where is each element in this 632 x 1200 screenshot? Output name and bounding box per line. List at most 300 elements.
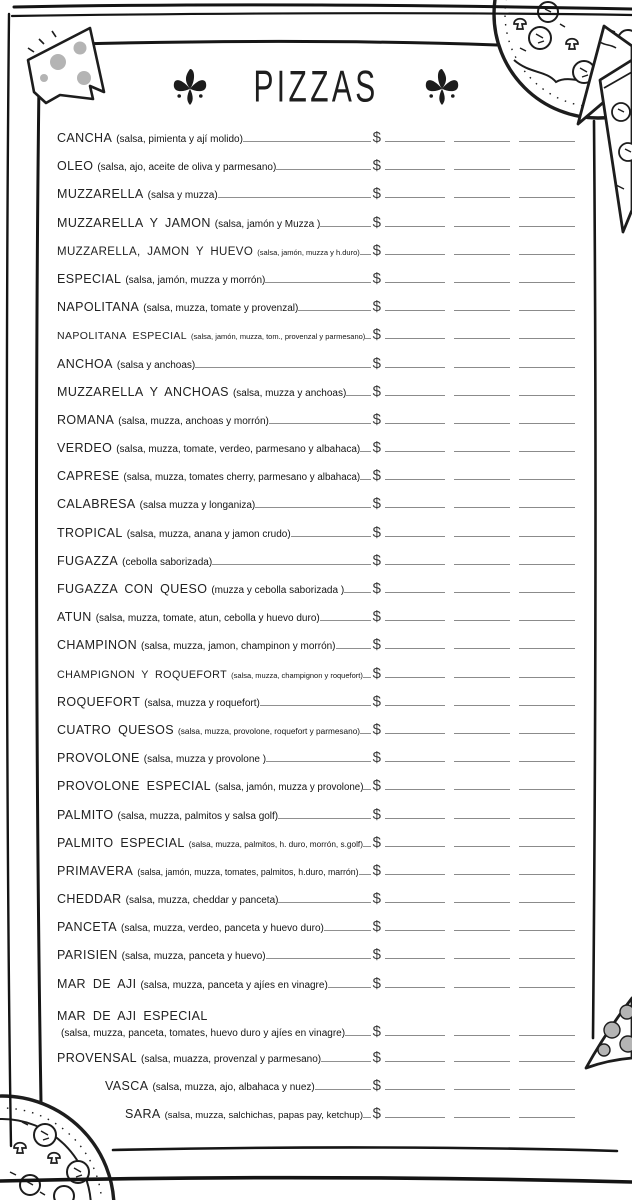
price-blank-3 [519, 252, 575, 255]
menu-item-row [57, 1077, 575, 1105]
menu-item-row [57, 524, 575, 552]
price-columns [371, 946, 575, 963]
item-name: CANCHA [57, 131, 113, 145]
menu-item-row [57, 890, 575, 918]
price-blank-3 [519, 195, 575, 198]
menu-item-left [57, 975, 371, 993]
item-ingredients: (salsa, muzza, verdeo, panceta y huevo duro) [120, 923, 324, 935]
price-columns [371, 439, 575, 456]
menu-item-row [57, 1049, 575, 1077]
menu-item-left [57, 777, 371, 795]
item-ingredients: (salsa, muzza, anana y jamon crudo) [126, 528, 291, 540]
currency-symbol: $ [372, 861, 381, 879]
price-blank-1 [385, 308, 445, 311]
price-blank-1 [385, 139, 445, 142]
price-blank-3 [519, 731, 575, 734]
currency-symbol: $ [372, 749, 381, 767]
item-ingredients: (salsa, muzza, anchoas y morrón) [118, 415, 269, 427]
currency-symbol: $ [372, 636, 381, 654]
price-blank-2 [454, 562, 510, 565]
item-name: CAPRESE [57, 469, 120, 484]
currency-symbol: $ [372, 467, 381, 485]
price-columns [371, 721, 575, 738]
price-leader-line [328, 985, 371, 988]
price-blank-3 [519, 421, 575, 424]
price-blank-2 [454, 985, 510, 988]
menu-item-left [57, 214, 371, 232]
price-columns [371, 975, 575, 992]
menu-item-left [57, 862, 371, 880]
menu-item-row [57, 665, 575, 693]
price-columns [371, 326, 575, 343]
price-columns [371, 242, 575, 259]
item-ingredients: (salsa, muzza, tomate y provenzal) [143, 303, 299, 315]
menu-item-row [57, 1105, 575, 1133]
price-columns [371, 862, 575, 879]
price-blank-3 [519, 1033, 575, 1036]
price-blank-2 [454, 618, 510, 621]
price-blank-3 [519, 928, 575, 931]
menu-item-row [57, 411, 575, 439]
menu-item-left [57, 185, 371, 203]
price-blank-3 [519, 280, 575, 283]
price-blank-3 [519, 224, 575, 227]
item-ingredients: (salsa, muzza, jamon, champinon y morrón) [141, 641, 336, 653]
menu-item-left [57, 439, 371, 457]
menu-item-row [57, 185, 575, 213]
item-ingredients: (salsa, jamón, muzza, tom., provenzal y parmesano) [191, 332, 366, 342]
item-name: PROVOLONE ESPECIAL [57, 779, 211, 794]
price-blank-1 [385, 703, 445, 706]
currency-symbol: $ [372, 1077, 381, 1094]
price-blank-2 [454, 252, 510, 255]
currency-symbol: $ [372, 354, 381, 372]
price-blank-1 [385, 449, 445, 452]
currency-symbol: $ [372, 1105, 381, 1123]
price-leader-line [243, 139, 371, 142]
price-blank-2 [454, 224, 510, 227]
price-columns [371, 411, 575, 428]
price-columns [371, 495, 575, 512]
price-columns [371, 270, 575, 287]
price-blank-1 [385, 844, 445, 847]
price-blank-1 [385, 505, 445, 508]
menu-item-left [105, 1077, 371, 1095]
price-blank-1 [385, 590, 445, 593]
item-name: OLEO [57, 159, 94, 174]
menu-item-left [57, 383, 371, 401]
item-ingredients: (salsa, jamón, muzza, tomates, palmitos, h.duro, marrón) [137, 866, 359, 877]
page-title: PIZZAS [253, 61, 379, 112]
menu-item-left [57, 890, 371, 908]
menu-item-left [57, 636, 371, 654]
price-blank-1 [385, 252, 445, 255]
price-blank-3 [519, 703, 575, 706]
price-columns [371, 608, 575, 625]
currency-symbol: $ [372, 551, 381, 569]
price-blank-2 [454, 703, 510, 706]
price-columns [371, 298, 575, 315]
price-blank-1 [385, 956, 445, 959]
item-name: FUGAZZA [57, 553, 119, 568]
menu-item-left [57, 665, 371, 683]
price-columns [371, 636, 575, 653]
item-name: MUZZARELLA [57, 187, 144, 202]
item-name: NAPOLITANA ESPECIAL [57, 330, 188, 343]
price-blank-1 [385, 618, 445, 621]
price-blank-2 [454, 280, 510, 283]
menu-item-row [57, 242, 575, 270]
item-name: SARA [125, 1107, 161, 1122]
price-blank-3 [519, 646, 575, 649]
price-columns [371, 806, 575, 823]
menu-item-left [57, 608, 371, 626]
price-leader-line [344, 590, 371, 593]
price-blank-1 [385, 1115, 445, 1118]
price-blank-3 [519, 844, 575, 847]
menu-item-row [57, 918, 575, 946]
price-blank-1 [385, 928, 445, 931]
price-columns [371, 749, 575, 766]
pizza-menu-list [57, 129, 575, 1133]
item-ingredients: (salsa, jamón, muzza y morrón) [125, 274, 266, 286]
item-ingredients: (salsa, muzza, palmitos, h. duro, morrón, s.golf) [188, 839, 363, 849]
item-ingredients: (salsa, muzza y anchoas) [232, 387, 347, 399]
price-blank-2 [454, 505, 510, 508]
price-columns [371, 214, 575, 231]
item-name: TROPICAL [57, 525, 123, 540]
price-blank-3 [519, 985, 575, 988]
price-leader-line [363, 787, 370, 790]
currency-symbol: $ [372, 608, 381, 626]
currency-symbol: $ [372, 1022, 381, 1040]
price-leader-line [320, 224, 370, 227]
price-columns [371, 890, 575, 907]
menu-item-row [57, 214, 575, 242]
price-blank-3 [519, 449, 575, 452]
menu-item-left [57, 467, 371, 485]
item-name: NAPOLITANA [57, 300, 140, 315]
price-blank-1 [385, 393, 445, 396]
price-leader-line [336, 646, 371, 649]
price-blank-2 [454, 393, 510, 396]
item-name: ROMANA [57, 412, 115, 427]
fleuron-right-icon [424, 65, 460, 109]
price-leader-line [363, 1115, 371, 1118]
menu-item-row [57, 467, 575, 495]
menu-item-row [57, 862, 575, 890]
price-columns [371, 355, 575, 372]
price-blank-3 [519, 956, 575, 959]
menu-item-left [57, 411, 371, 429]
price-blank-3 [519, 505, 575, 508]
price-leader-line [269, 421, 371, 424]
price-leader-line [276, 167, 370, 170]
price-blank-1 [385, 562, 445, 565]
menu-item-row [57, 636, 575, 664]
currency-symbol: $ [372, 805, 381, 823]
price-blank-1 [385, 477, 445, 480]
price-blank-3 [519, 139, 575, 142]
menu-item-row [57, 946, 575, 974]
price-columns [371, 918, 575, 935]
menu-item-row [57, 439, 575, 467]
price-blank-2 [454, 449, 510, 452]
currency-symbol: $ [372, 974, 381, 992]
menu-item-row [57, 298, 575, 326]
price-leader-line [265, 280, 370, 283]
menu-item-left [57, 806, 371, 824]
menu-item-row [57, 608, 575, 636]
item-name: CALABRESA [57, 497, 136, 512]
price-blank-2 [454, 844, 510, 847]
price-blank-1 [385, 280, 445, 283]
price-blank-2 [454, 365, 510, 368]
menu-item-left [57, 129, 371, 147]
item-ingredients: (salsa, muzza, panceta y huevo) [121, 951, 266, 963]
item-name: PALMITO ESPECIAL [57, 835, 185, 850]
price-blank-2 [454, 872, 510, 875]
item-ingredients: (salsa, muzza, cheddar y panceta) [125, 895, 279, 907]
price-blank-2 [454, 1115, 510, 1118]
price-blank-2 [454, 900, 510, 903]
price-blank-2 [454, 956, 510, 959]
menu-item-row [57, 777, 575, 805]
price-blank-2 [454, 195, 510, 198]
menu-item-row [57, 834, 575, 862]
item-ingredients: (salsa, muazza, provenzal y parmesano) [141, 1053, 322, 1065]
price-blank-1 [385, 167, 445, 170]
menu-item-left [125, 1105, 371, 1123]
item-ingredients: (salsa, muzza, champignon y roquefort) [231, 670, 363, 680]
currency-symbol: $ [372, 495, 381, 513]
price-leader-line [278, 816, 371, 819]
price-blank-3 [519, 1115, 575, 1118]
price-blank-1 [385, 646, 445, 649]
price-blank-1 [385, 1059, 445, 1062]
item-ingredients: (salsa y anchoas) [116, 359, 196, 371]
price-leader-line [212, 562, 370, 565]
item-name: CHEDDAR [57, 892, 122, 907]
price-blank-1 [385, 900, 445, 903]
price-blank-3 [519, 393, 575, 396]
price-leader-line [298, 308, 370, 311]
item-name: ATUN [57, 610, 92, 625]
item-name: MAR DE AJI ESPECIAL [57, 1008, 208, 1023]
price-blank-2 [454, 308, 510, 311]
currency-symbol: $ [372, 692, 381, 710]
item-ingredients: (salsa, muzza, salchichas, papas pay, ketchup) [164, 1110, 364, 1122]
price-blank-1 [385, 224, 445, 227]
menu-item-row [57, 552, 575, 580]
price-leader-line [218, 195, 371, 198]
currency-symbol: $ [372, 833, 381, 851]
item-name: CUATRO QUESOS [57, 722, 175, 737]
currency-symbol: $ [372, 129, 381, 146]
price-blank-2 [454, 139, 510, 142]
item-ingredients: (salsa muzza y longaniza) [139, 500, 256, 512]
item-ingredients: (salsa, muzza, tomate, verdeo, parmesano y albahaca) [116, 444, 361, 456]
menu-item-left [57, 270, 371, 288]
currency-symbol: $ [372, 523, 381, 541]
price-blank-2 [454, 167, 510, 170]
menu-item-left [57, 157, 371, 175]
currency-symbol: $ [372, 213, 381, 231]
menu-item-left [57, 355, 371, 373]
price-leader-line [266, 956, 371, 959]
price-columns [371, 693, 575, 710]
currency-symbol: $ [372, 382, 381, 400]
item-name: PRIMAVERA [57, 863, 134, 878]
currency-symbol: $ [372, 720, 381, 738]
price-columns [371, 1049, 575, 1066]
item-ingredients: (salsa, muzza, panceta, tomates, huevo duro y ajíes en vinagre) [61, 1027, 346, 1039]
menu-item-row [57, 157, 575, 185]
menu-item-row [57, 721, 575, 749]
menu-item-row-two-line [57, 1003, 575, 1049]
item-name: FUGAZZA CON QUESO [57, 582, 208, 596]
price-blank-3 [519, 618, 575, 621]
menu-item-row [57, 355, 575, 383]
price-blank-2 [454, 534, 510, 537]
fleuron-left-icon [172, 65, 208, 109]
item-ingredients: (salsa, jamón, muzza y provolone) [215, 782, 364, 794]
cheese-wedge-bottom-right-icon [586, 998, 632, 1068]
price-leader-line [324, 928, 371, 931]
price-leader-line [360, 731, 371, 734]
menu-item-left [57, 242, 371, 260]
price-columns [371, 665, 575, 682]
price-leader-line [315, 1087, 371, 1090]
item-ingredients: (salsa, muzza, panceta y ajíes en vinagre) [140, 979, 328, 991]
item-ingredients: (salsa, muzza, palmitos y salsa golf) [117, 810, 279, 822]
menu-item-row [57, 495, 575, 523]
price-leader-line [345, 1033, 371, 1036]
price-columns [371, 467, 575, 484]
price-columns [371, 1105, 575, 1122]
menu-item-left [57, 524, 371, 542]
price-blank-3 [519, 872, 575, 875]
item-ingredients: (salsa, muzza y provolone ) [143, 754, 267, 766]
menu-item-row [57, 975, 575, 1003]
price-blank-3 [519, 167, 575, 170]
menu-item-row [57, 580, 575, 608]
price-blank-1 [385, 985, 445, 988]
price-blank-2 [454, 1087, 510, 1090]
item-name: MUZZARELLA, JAMON Y HUEVO [57, 245, 254, 258]
price-leader-line [321, 1059, 371, 1062]
currency-symbol: $ [372, 580, 381, 597]
price-blank-1 [385, 421, 445, 424]
menu-item-left [57, 552, 371, 570]
menu-item-left [57, 749, 371, 767]
price-blank-2 [454, 1033, 510, 1036]
price-columns [371, 129, 575, 146]
menu-item-left [57, 495, 371, 513]
price-leader-line [360, 477, 370, 480]
menu-item-left [57, 1023, 371, 1041]
price-blank-3 [519, 675, 575, 678]
item-name: CHAMPIGNON Y ROQUEFORT [57, 668, 228, 681]
menu-item-left [57, 693, 371, 711]
currency-symbol: $ [372, 157, 381, 175]
item-name: CHAMPINON [57, 638, 137, 653]
item-name: VASCA [105, 1079, 149, 1093]
price-blank-3 [519, 562, 575, 565]
price-columns [371, 580, 575, 597]
menu-item-row [57, 1023, 575, 1047]
currency-symbol: $ [372, 777, 381, 795]
menu-item-left [57, 946, 371, 964]
menu-item-row [57, 129, 575, 157]
item-name: MUZZARELLA Y ANCHOAS [57, 384, 229, 399]
price-blank-2 [454, 421, 510, 424]
price-columns [371, 383, 575, 400]
price-leader-line [255, 505, 370, 508]
price-leader-line [195, 365, 370, 368]
item-name: PARISIEN [57, 948, 118, 963]
price-blank-1 [385, 816, 445, 819]
price-blank-1 [385, 1087, 445, 1090]
menu-item-row [57, 383, 575, 411]
price-columns [371, 834, 575, 851]
price-leader-line [346, 393, 370, 396]
price-blank-3 [519, 477, 575, 480]
currency-symbol: $ [372, 298, 381, 316]
menu-item-left [57, 1049, 371, 1067]
item-ingredients: (salsa, muzza y roquefort) [144, 697, 260, 709]
price-blank-2 [454, 477, 510, 480]
price-blank-3 [519, 1087, 575, 1090]
price-blank-1 [385, 731, 445, 734]
price-blank-1 [385, 365, 445, 368]
price-blank-2 [454, 816, 510, 819]
item-name: PALMITO [57, 807, 114, 822]
menu-item-row [57, 693, 575, 721]
price-blank-2 [454, 336, 510, 339]
price-leader-line [266, 759, 371, 762]
price-blank-3 [519, 759, 575, 762]
item-ingredients: (salsa, ajo, aceite de oliva y parmesano) [97, 162, 277, 174]
currency-symbol: $ [372, 185, 381, 203]
item-ingredients: (salsa, jamón y Muzza ) [214, 218, 321, 230]
price-blank-1 [385, 787, 445, 790]
price-columns [371, 777, 575, 794]
price-leader-line [360, 449, 370, 452]
menu-item-left [57, 326, 371, 344]
price-leader-line [363, 675, 371, 678]
price-blank-1 [385, 675, 445, 678]
price-blank-2 [454, 928, 510, 931]
currency-symbol: $ [372, 664, 381, 682]
currency-symbol: $ [372, 326, 381, 344]
item-ingredients: (salsa, pimienta y ají molido) [116, 134, 243, 145]
price-blank-2 [454, 759, 510, 762]
price-blank-3 [519, 365, 575, 368]
currency-symbol: $ [372, 918, 381, 936]
item-name: ESPECIAL [57, 271, 122, 286]
price-blank-2 [454, 675, 510, 678]
price-blank-2 [454, 646, 510, 649]
price-blank-3 [519, 787, 575, 790]
item-ingredients: (cebolla saborizada) [122, 556, 213, 568]
item-name: ANCHOA [57, 356, 113, 371]
price-blank-1 [385, 534, 445, 537]
item-ingredients: (salsa, muzza, tomates cherry, parmesano y albahaca) [123, 472, 361, 484]
price-blank-2 [454, 590, 510, 593]
price-columns [371, 157, 575, 174]
price-leader-line [278, 900, 370, 903]
